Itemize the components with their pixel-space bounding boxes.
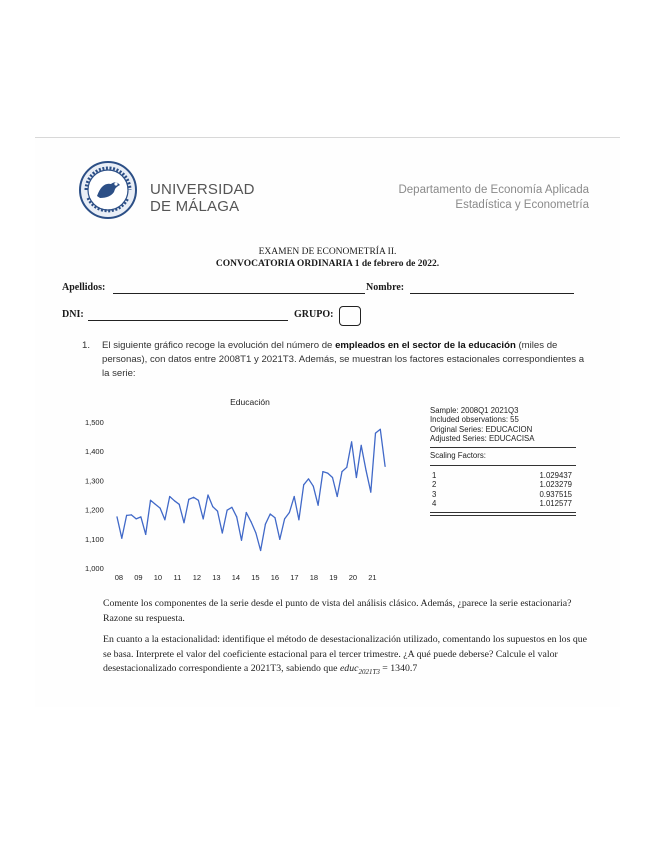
- question-text-after: (miles de personas), con datos entre 2008T1 y 2021T3. Además, se muestran los factores estacionales correspondientes a la serie:: [102, 340, 585, 379]
- data-point: [150, 500, 151, 501]
- factor-value: 1.029437: [539, 471, 572, 481]
- data-point: [270, 513, 271, 514]
- paragraph-2: [103, 633, 593, 679]
- data-point: [361, 445, 362, 446]
- series-line: [117, 429, 385, 550]
- data-point: [126, 515, 127, 516]
- paragraph-1: Comente los componentes de la serie desde el punto de vista del análisis clásico. Además, ¿parece la serie estacionaria? Razone su respuesta.: [103, 598, 572, 624]
- x-tick-label: 20: [348, 573, 358, 582]
- data-point: [313, 486, 314, 487]
- data-point: [140, 516, 141, 517]
- data-point: [169, 496, 170, 497]
- factor-row: [430, 471, 576, 480]
- x-tick-label: 14: [231, 573, 241, 582]
- question-text: [102, 339, 590, 381]
- data-point: [207, 494, 208, 495]
- math-var: educ: [339, 663, 359, 674]
- data-point: [131, 514, 132, 515]
- nombre-field[interactable]: [410, 293, 574, 294]
- scaling-header: Scaling Factors:: [430, 450, 486, 460]
- data-point: [231, 507, 232, 508]
- university-name-line2: DE MÁLAGA: [150, 198, 240, 215]
- y-tick-label: 1,400: [85, 447, 104, 457]
- adjusted-series-text: Adjusted Series: EDUCACISA: [430, 434, 535, 444]
- chart-title: Educación: [230, 397, 270, 407]
- education-chart: [85, 392, 395, 584]
- data-point: [294, 496, 295, 497]
- data-point: [274, 517, 275, 518]
- table-rule-bottom-2: [430, 515, 576, 516]
- data-point: [160, 508, 161, 509]
- data-point: [121, 538, 122, 539]
- data-point: [212, 506, 213, 507]
- data-point: [222, 532, 223, 533]
- data-point: [246, 512, 247, 513]
- x-tick-label: 12: [192, 573, 202, 582]
- department-name: [398, 183, 589, 213]
- x-tick-label: 10: [153, 573, 163, 582]
- data-point: [260, 550, 261, 551]
- original-series-text: Original Series: EDUCACION: [430, 424, 533, 434]
- data-point: [136, 518, 137, 519]
- data-point: [365, 470, 366, 471]
- university-name-line1: UNIVERSIDAD: [150, 181, 255, 198]
- data-point: [164, 519, 165, 520]
- factor-value: 1.023279: [539, 480, 572, 490]
- data-point: [217, 511, 218, 512]
- factor-value: 1.012577: [539, 499, 572, 509]
- factor-row: [430, 490, 576, 499]
- factor-row: [430, 480, 576, 489]
- y-tick-label: 1,300: [85, 476, 104, 486]
- data-point: [346, 467, 347, 468]
- math-eq: = 1340.7: [379, 663, 418, 674]
- data-point: [303, 484, 304, 485]
- data-point: [236, 516, 237, 517]
- exam-title-line2: CONVOCATORIA ORDINARIA 1 de febrero de 2022.: [215, 259, 440, 269]
- included-text: Included observations: 55: [430, 415, 519, 425]
- x-tick-label: 21: [368, 573, 377, 582]
- apellidos-field[interactable]: [113, 293, 365, 294]
- university-name: [150, 181, 255, 215]
- data-point: [375, 433, 376, 434]
- x-tick-label: 17: [290, 573, 299, 582]
- department-line1: Departamento de Economía Aplicada: [398, 184, 589, 196]
- data-point: [174, 500, 175, 501]
- y-tick-label: 1,200: [85, 505, 104, 515]
- table-rule-top: [430, 447, 576, 448]
- y-tick-label: 1,100: [85, 534, 104, 544]
- grupo-box[interactable]: [339, 306, 361, 326]
- data-point: [188, 499, 189, 500]
- data-point: [198, 500, 199, 501]
- question-number: 1.: [82, 340, 91, 351]
- table-rule-bottom-1: [430, 512, 576, 513]
- data-point: [116, 516, 117, 517]
- x-tick-label: 13: [212, 573, 221, 582]
- data-point: [337, 496, 338, 497]
- factor-quarter: 2: [432, 480, 437, 490]
- data-point: [227, 510, 228, 511]
- factor-quarter: 1: [432, 471, 437, 481]
- sheet-top-border: [35, 137, 620, 138]
- factor-value: 0.937515: [539, 489, 572, 499]
- x-tick-label: 15: [251, 573, 260, 582]
- data-point: [327, 473, 328, 474]
- factor-row: [430, 499, 576, 508]
- data-point: [380, 429, 381, 430]
- dni-label: DNI:: [62, 309, 84, 320]
- factor-quarter: 4: [432, 499, 437, 509]
- sample-text: Sample: 2008Q1 2021Q3: [430, 406, 519, 415]
- data-point: [298, 519, 299, 520]
- factor-rows: [430, 471, 576, 509]
- data-point: [318, 505, 319, 506]
- x-tick-label: 19: [329, 573, 338, 582]
- data-point: [193, 497, 194, 498]
- data-point: [341, 471, 342, 472]
- seasonal-factors-table: [430, 406, 576, 516]
- data-point: [241, 540, 242, 541]
- x-tick-label: 16: [270, 573, 280, 582]
- apellidos-label: Apellidos:: [62, 282, 106, 293]
- data-point: [203, 518, 204, 519]
- data-point: [308, 478, 309, 479]
- data-point: [356, 477, 357, 478]
- x-tick-label: 18: [309, 573, 319, 582]
- data-point: [370, 492, 371, 493]
- data-point: [155, 504, 156, 505]
- data-point: [255, 532, 256, 533]
- data-point: [179, 504, 180, 505]
- data-point: [351, 441, 352, 442]
- exam-title-line1: EXAMEN DE ECONOMETRÍA II.: [258, 247, 397, 257]
- y-tick-label: 1,000: [85, 564, 104, 573]
- data-point: [322, 471, 323, 472]
- data-point: [332, 477, 333, 478]
- data-point: [251, 521, 252, 522]
- y-tick-label: 1,500: [85, 418, 104, 427]
- factor-quarter: 3: [432, 489, 437, 499]
- dni-field[interactable]: [88, 320, 288, 321]
- grupo-label: GRUPO:: [294, 309, 334, 320]
- exam-title: [0, 246, 655, 270]
- x-tick-label: 08: [114, 573, 124, 582]
- data-point: [279, 539, 280, 540]
- department-line2: Estadística y Econometría: [455, 199, 589, 211]
- question-text-before: El siguiente gráfico recoge la evolución del número de: [102, 340, 336, 351]
- table-rule-mid: [430, 465, 576, 466]
- data-point: [385, 466, 386, 467]
- data-point: [265, 524, 266, 525]
- data-point: [145, 534, 146, 535]
- x-tick-label: 09: [134, 573, 143, 582]
- university-seal-icon: [78, 160, 138, 220]
- paragraph-2-text: En cuanto a la estacionalidad: identifique el método de desestacionalización utilizado, comentando los supuestos en los que se basa. Interprete el valor del coeficiente estacional para el tercer trimestre. ¿A qué puede deberse? Calcule el valor desestacionalizado correspondiente a 2021T3, sabiendo que: [103, 634, 587, 674]
- math-sub: 2021T3: [358, 667, 380, 676]
- x-tick-label: 11: [173, 573, 182, 582]
- question-text-bold: empleados en el sector de la educación: [335, 340, 516, 351]
- nombre-label: Nombre:: [366, 282, 405, 293]
- data-point: [289, 512, 290, 513]
- data-point: [183, 522, 184, 523]
- data-point: [284, 518, 285, 519]
